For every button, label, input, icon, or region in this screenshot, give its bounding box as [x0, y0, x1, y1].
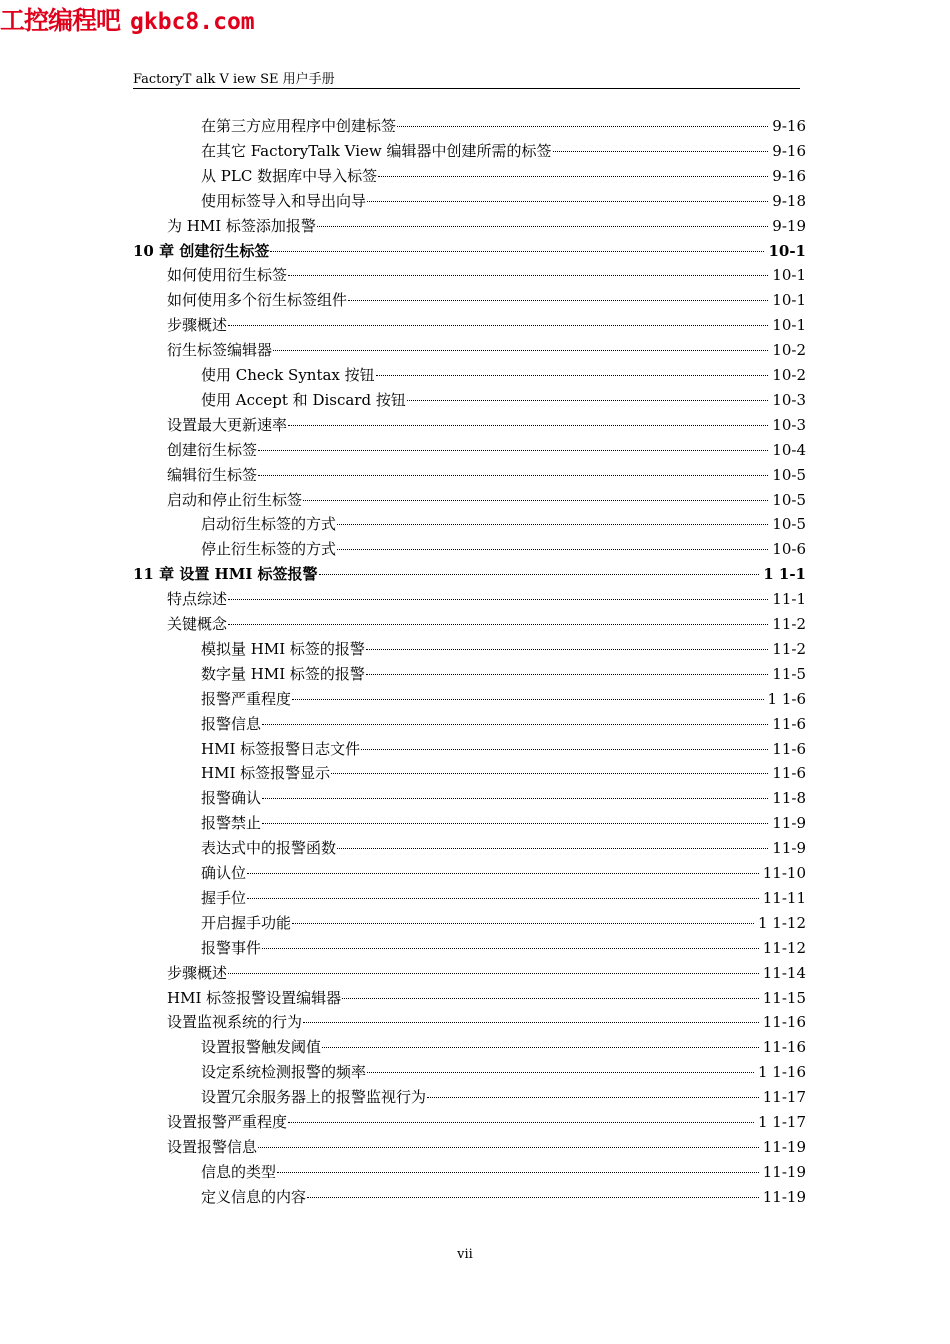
- toc-dot-leader: [307, 1197, 759, 1198]
- toc-entry-title: 步骤概述: [167, 963, 228, 982]
- toc-dot-leader: [367, 1072, 754, 1073]
- toc-entry[interactable]: [167, 289, 806, 313]
- toc-entry-page: 11-16: [762, 1038, 806, 1057]
- toc-entry-page: 10-5: [772, 490, 806, 509]
- toc-entry-page: 11-9: [772, 814, 806, 833]
- toc-entry-page: 1 1-12: [757, 913, 806, 932]
- toc-entry[interactable]: [167, 414, 806, 438]
- toc-entry[interactable]: [167, 1136, 806, 1160]
- toc-dot-leader: [322, 1047, 759, 1048]
- toc-entry-page: 10-3: [772, 390, 806, 409]
- toc-dot-leader: [317, 226, 768, 227]
- toc-entry[interactable]: [201, 389, 806, 413]
- toc-entry-title: 特点综述: [167, 590, 228, 609]
- toc-dot-leader: [361, 749, 768, 750]
- toc-entry-title: 定义信息的内容: [201, 1187, 307, 1206]
- toc-entry[interactable]: [201, 538, 806, 562]
- watermark-text: 工控编程吧: [0, 6, 121, 35]
- toc-entry-title: 设置监视系统的行为: [167, 1013, 303, 1032]
- toc-entry-page: 11-16: [762, 1013, 806, 1032]
- toc-entry[interactable]: [167, 215, 806, 239]
- toc-entry-title: 确认位: [201, 864, 247, 882]
- toc-entry[interactable]: [201, 887, 806, 911]
- toc-entry-title: 握手位: [201, 888, 247, 907]
- toc-dot-leader: [262, 798, 768, 799]
- toc-entry[interactable]: [201, 862, 806, 886]
- toc-entry-page: 10-3: [772, 415, 806, 434]
- toc-dot-leader: [397, 126, 768, 127]
- toc-dot-leader: [270, 251, 764, 252]
- toc-entry-title: 设定系统检测报警的频率: [201, 1063, 367, 1082]
- toc-entry-page: 11-9: [772, 839, 806, 858]
- toc-dot-leader: [367, 201, 768, 202]
- toc-entry-title: 编辑衍生标签: [167, 465, 258, 484]
- toc-entry-title: 信息的类型: [201, 1162, 277, 1181]
- toc-entry-title: HMI 标签报警设置编辑器: [167, 988, 342, 1007]
- toc-entry-title: 设置报警严重程度: [167, 1113, 288, 1131]
- watermark-url: gkbc8.com: [130, 9, 255, 35]
- toc-entry-page: 10-1: [768, 241, 806, 260]
- toc-dot-leader: [319, 574, 760, 575]
- toc-entry[interactable]: [167, 264, 806, 288]
- toc-entry[interactable]: [167, 339, 806, 363]
- toc-entry-title: HMI 标签报警日志文件: [201, 739, 361, 758]
- toc-entry[interactable]: [201, 812, 806, 836]
- toc-entry-page: 11-6: [772, 739, 806, 758]
- toc-entry-title: 报警严重程度: [201, 689, 292, 708]
- toc-dot-leader: [273, 350, 768, 351]
- toc-dot-leader: [348, 300, 768, 301]
- toc-dot-leader: [407, 400, 768, 401]
- toc-entry-page: 11-5: [772, 664, 806, 683]
- toc-entry-page: 11-19: [762, 1187, 806, 1206]
- toc-entry[interactable]: [201, 663, 806, 687]
- toc-dot-leader: [247, 898, 759, 899]
- toc-entry[interactable]: [201, 1036, 806, 1060]
- toc-entry-title: 设置最大更新速率: [167, 415, 288, 434]
- toc-entry[interactable]: [133, 240, 806, 264]
- toc-dot-leader: [228, 325, 768, 326]
- toc-entry-page: 11-6: [772, 764, 806, 783]
- toc-entry[interactable]: [201, 1086, 806, 1110]
- toc-entry-title: 模拟量 HMI 标签的报警: [201, 639, 365, 658]
- toc-entry[interactable]: [167, 962, 806, 986]
- toc-entry-title: 开启握手功能: [201, 913, 292, 932]
- toc-entry[interactable]: [201, 165, 806, 189]
- toc-entry-title: 11 章 设置 HMI 标签报警: [133, 565, 318, 584]
- toc-entry-page: 11-2: [772, 615, 806, 633]
- toc-entry-title: 报警事件: [201, 938, 262, 957]
- toc-entry-page: 10-2: [772, 341, 806, 360]
- toc-entry-page: 11-19: [762, 1162, 806, 1181]
- toc-entry[interactable]: [201, 937, 806, 961]
- toc-entry-page: 11-1: [772, 590, 806, 609]
- toc-entry-title: 如何使用多个衍生标签组件: [167, 291, 348, 310]
- toc-dot-leader: [331, 773, 768, 774]
- toc-entry[interactable]: [201, 738, 806, 762]
- toc-dot-leader: [262, 948, 759, 949]
- toc-entry-page: 11-10: [762, 864, 806, 882]
- toc-entry-title: 报警信息: [201, 714, 262, 733]
- toc-entry[interactable]: [133, 563, 806, 587]
- toc-entry[interactable]: [167, 314, 806, 338]
- toc-entry-title: 在其它 FactoryTalk View 编辑器中创建所需的标签: [201, 141, 552, 160]
- watermark: [0, 4, 255, 38]
- toc-entry-title: 数字量 HMI 标签的报警: [201, 664, 365, 683]
- toc-dot-leader: [228, 624, 768, 625]
- toc-entry-title: 停止衍生标签的方式: [201, 540, 337, 559]
- toc-entry[interactable]: [201, 190, 806, 214]
- toc-entry-page: 10-4: [772, 440, 806, 459]
- toc-entry[interactable]: [201, 837, 806, 861]
- toc-dot-leader: [378, 176, 768, 177]
- toc-dot-leader: [288, 275, 768, 276]
- toc-dot-leader: [376, 375, 769, 376]
- toc-entry[interactable]: [201, 364, 806, 388]
- toc-entry[interactable]: [201, 1161, 806, 1185]
- toc-entry[interactable]: [201, 1061, 806, 1085]
- toc-entry-title: 报警禁止: [201, 814, 262, 833]
- toc-dot-leader: [303, 1022, 759, 1023]
- toc-entry-page: 10-1: [772, 266, 806, 285]
- toc-entry-title: 表达式中的报警函数: [201, 839, 337, 858]
- running-header: FactoryT alk V iew SE 用户手册: [133, 72, 335, 87]
- toc-entry[interactable]: [201, 787, 806, 811]
- toc-entry-title: 关键概念: [167, 615, 228, 633]
- toc-entry-page: 11-2: [772, 639, 806, 658]
- toc-entry-page: 9-18: [772, 191, 806, 210]
- toc-entry[interactable]: [167, 464, 806, 488]
- toc-entry-page: 10-1: [772, 291, 806, 310]
- toc-dot-leader: [292, 923, 754, 924]
- toc-entry[interactable]: [167, 613, 806, 637]
- toc-entry[interactable]: [167, 439, 806, 463]
- toc-entry-page: 11-14: [762, 963, 806, 982]
- toc-entry-page: 11-19: [762, 1137, 806, 1156]
- toc-dot-leader: [366, 649, 768, 650]
- toc-entry-page: 1 1-6: [767, 689, 806, 708]
- toc-entry-page: 11-17: [762, 1088, 806, 1107]
- toc-entry[interactable]: [201, 115, 806, 139]
- toc-entry[interactable]: [201, 1186, 806, 1210]
- toc-entry-page: 10-2: [772, 366, 806, 384]
- toc-entry-page: 11-6: [772, 714, 806, 733]
- toc-entry-page: 11-15: [762, 988, 806, 1007]
- toc-entry-title: 在第三方应用程序中创建标签: [201, 117, 397, 135]
- toc-entry[interactable]: [201, 713, 806, 737]
- toc-entry-page: 11-8: [772, 789, 806, 808]
- page-number: vii: [457, 1247, 473, 1262]
- toc-dot-leader: [288, 425, 768, 426]
- toc-entry[interactable]: [167, 489, 806, 513]
- toc-entry[interactable]: [167, 1011, 806, 1035]
- toc-entry-page: 1 1-1: [763, 565, 806, 584]
- toc-dot-leader: [258, 450, 768, 451]
- toc-entry-page: 10-1: [772, 316, 806, 335]
- toc-entry-page: 10-5: [772, 515, 806, 534]
- toc-dot-leader: [262, 823, 768, 824]
- toc-entry-page: 10-5: [772, 465, 806, 484]
- toc-dot-leader: [337, 848, 768, 849]
- toc-entry-title: 10 章 创建衍生标签: [133, 241, 270, 260]
- toc-entry-title: 为 HMI 标签添加报警: [167, 216, 316, 235]
- toc-dot-leader: [228, 599, 768, 600]
- toc-dot-leader: [277, 1172, 759, 1173]
- toc-dot-leader: [288, 1122, 754, 1123]
- toc-entry-page: 9-19: [772, 216, 806, 235]
- toc-dot-leader: [342, 998, 759, 999]
- toc-entry-title: 设置冗余服务器上的报警监视行为: [201, 1088, 427, 1107]
- header-rule: [133, 88, 800, 89]
- toc-entry-page: 9-16: [772, 166, 806, 185]
- toc-entry-title: HMI 标签报警显示: [201, 764, 331, 783]
- toc-entry-title: 创建衍生标签: [167, 440, 258, 459]
- toc-dot-leader: [247, 873, 759, 874]
- toc-dot-leader: [427, 1097, 759, 1098]
- toc-dot-leader: [337, 549, 768, 550]
- toc-entry-page: 11-12: [762, 938, 806, 957]
- toc-entry-title: 使用 Accept 和 Discard 按钮: [201, 390, 406, 409]
- toc-entry-page: 11-11: [762, 888, 806, 907]
- toc-entry-title: 步骤概述: [167, 316, 228, 335]
- toc-entry[interactable]: [201, 912, 806, 936]
- toc-dot-leader: [366, 674, 768, 675]
- toc-entry-page: 1 1-17: [757, 1113, 806, 1131]
- toc-entry-page: 1 1-16: [757, 1063, 806, 1082]
- toc-dot-leader: [262, 724, 768, 725]
- toc-entry[interactable]: [167, 1111, 806, 1135]
- toc-entry[interactable]: [201, 140, 806, 164]
- toc-dot-leader: [303, 500, 768, 501]
- toc-entry-page: 9-16: [772, 141, 806, 160]
- toc-dot-leader: [258, 475, 768, 476]
- toc-entry-title: 报警确认: [201, 789, 262, 808]
- toc-entry-title: 启动和停止衍生标签: [167, 490, 303, 509]
- toc-dot-leader: [258, 1147, 759, 1148]
- toc-entry-title: 设置报警信息: [167, 1137, 258, 1156]
- toc-entry-title: 设置报警触发阈值: [201, 1038, 322, 1057]
- toc-entry[interactable]: [201, 513, 806, 537]
- toc-entry-title: 如何使用衍生标签: [167, 266, 288, 285]
- toc-entry-page: 9-16: [772, 117, 806, 135]
- toc-entry-title: 启动衍生标签的方式: [201, 515, 337, 534]
- toc-entry[interactable]: [201, 688, 806, 712]
- toc-entry[interactable]: [201, 638, 806, 662]
- toc-dot-leader: [553, 151, 769, 152]
- toc-entry-title: 从 PLC 数据库中导入标签: [201, 166, 378, 185]
- toc-dot-leader: [292, 699, 764, 700]
- toc-entry-title: 衍生标签编辑器: [167, 341, 273, 360]
- toc-entry-title: 使用 Check Syntax 按钮: [201, 366, 375, 384]
- toc-dot-leader: [228, 973, 759, 974]
- toc-entry-title: 使用标签导入和导出向导: [201, 191, 367, 210]
- toc-entry-page: 10-6: [772, 540, 806, 559]
- toc-entry[interactable]: [167, 987, 806, 1011]
- toc-entry[interactable]: [201, 762, 806, 786]
- toc-entry[interactable]: [167, 588, 806, 612]
- toc-dot-leader: [337, 524, 768, 525]
